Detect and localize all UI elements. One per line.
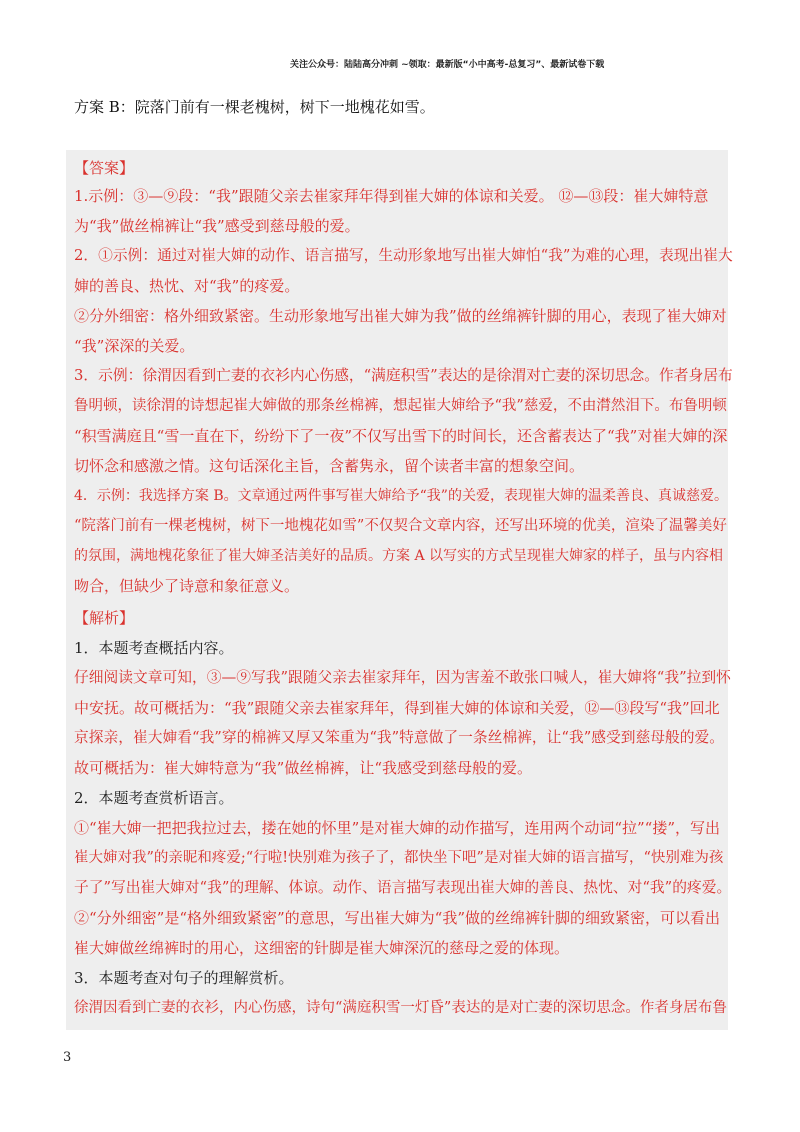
answer-line: 婶的善良、热忱、对“我”的疼爱。 (74, 277, 300, 295)
analysis-line: ②“分外细密”是“格外细致紧密”的意思，写出崔大婶为“我”做的丝绵裤针脚的细致紧密，可以看出 (74, 909, 721, 927)
answer-line: 为“我”做丝棉裤让“我”感受到慈母般的爱。 (74, 217, 360, 235)
answer-line: 3．示例：徐渭因看到亡妻的衣衫内心伤感，“满庭积雪”表达的是徐渭对亡妻的深切思念。作者身居布 (74, 367, 733, 384)
analysis-label: 【解析】 (74, 609, 135, 627)
answer-line: 4．示例：我选择方案 B。文章通过两件事写崔大婶给予“我”的关爱，表现崔大婶的温柔善良、真诚慈爱。 (74, 488, 728, 504)
analysis-line: 仔细阅读文章可知，③—⑨写我”跟随父亲去崔家拜年，因为害羞不敢张口喊人，崔大婶将“我”拉到怀 (74, 669, 731, 686)
analysis-line: 崔大婶做丝绵裤时的用心，这细密的针脚是崔大婶深沉的慈母之爱的体现。 (74, 939, 570, 957)
analysis-line: 中安抚。故可概括为：“我”跟随父亲去崔家拜年，得到崔大婶的体谅和关爱，⑫—⑬段写“我”回北 (74, 699, 720, 717)
answer-line: 切怀念和感激之情。这句话深化主旨，含蓄隽永，留个读者丰富的想象空间。 (74, 457, 585, 475)
analysis-line: 崔大婶对我”的亲昵和疼爱;“行啦!快别难为孩子了，都快坐下吧”是对崔大婶的语言描写，“快别难为孩 (74, 850, 724, 866)
answer-line: 2．①示例：通过对崔大婶的动作、语言描写，生动形象地写出崔大婶怕“我”为难的心理，表现出崔大 (74, 247, 733, 264)
answer-line: “院落门前有一棵老槐树，树下一地槐花如雪”不仅契合文章内容，还写出环境的优美，渲染了温馨美好 (74, 518, 727, 534)
answer-line: “积雪满庭且“雪一直在下，纷纷下了一夜”不仅写出雪下的时间长，还含蓄表达了“我”对崔大婶的深 (74, 427, 728, 445)
analysis-line: ①“崔大婶一把把我拉过去，搂在她的怀里”是对崔大婶的动作描写，连用两个动词“拉”“搂”，写出 (74, 819, 721, 837)
intro-line: 方案 B：院落门前有一棵老槐树，树下一地槐花如雪。 (74, 98, 435, 116)
analysis-line: 子了”写出崔大婶对“我”的理解、体谅。动作、语言描写表现出崔大婶的善良、热忱、对“我”的疼爱。 (74, 879, 732, 896)
analysis-line: 京探亲，崔大婶看“我”穿的棉裤又厚又笨重为“我”特意做了一条丝棉裤，让“我”感受到慈母般的爱。 (74, 729, 724, 746)
analysis-line: 3．本题考查对句子的理解赏析。 (74, 969, 294, 987)
answer-line: 1.示例：③—⑨段：“我”跟随父亲去崔家拜年得到崔大婶的体谅和关爱。 ⑫—⑬段：崔大婶特意 (74, 187, 709, 205)
answer-line: 鲁明顿，读徐渭的诗想起崔大婶做的那条丝棉裤，想起崔大婶给予“我”慈爱，不由潸然泪下。布鲁明顿 (74, 398, 727, 414)
answer-line: ②分外细密：格外细致紧密。生动形象地写出崔大婶为我”做的丝绵裤针脚的用心，表现了崔大婶对 (74, 307, 727, 325)
analysis-line: 故可概括为：崔大婶特意为“我”做丝棉裤，让“我感受到慈母般的爱。 (74, 759, 533, 777)
page-number: 3 (63, 1050, 72, 1065)
answer-line: 吻合，但缺少了诗意和象征意义。 (74, 577, 300, 595)
page-header: 关注公众号：陆陆高分冲刺 ~领取：最新版“小中高考-总复习”、最新试卷下载 (290, 60, 605, 70)
analysis-line: 2．本题考查赏析语言。 (74, 789, 234, 807)
analysis-line: 1．本题考查概括内容。 (74, 639, 234, 657)
analysis-line: 徐渭因看到亡妻的衣衫，内心伤感，诗句“满庭积雪一灯昏”表达的是对亡妻的深切思念。作者身居布鲁 (74, 1000, 727, 1016)
answer-line: 的氛围，满地槐花象征了崔大婶圣洁美好的品质。方案 A 以写实的方式呈现崔大婶家的样子，虽与内容相 (74, 548, 724, 564)
answer-label: 【答案】 (74, 159, 135, 177)
answer-line: “我”深深的关爱。 (74, 337, 195, 355)
